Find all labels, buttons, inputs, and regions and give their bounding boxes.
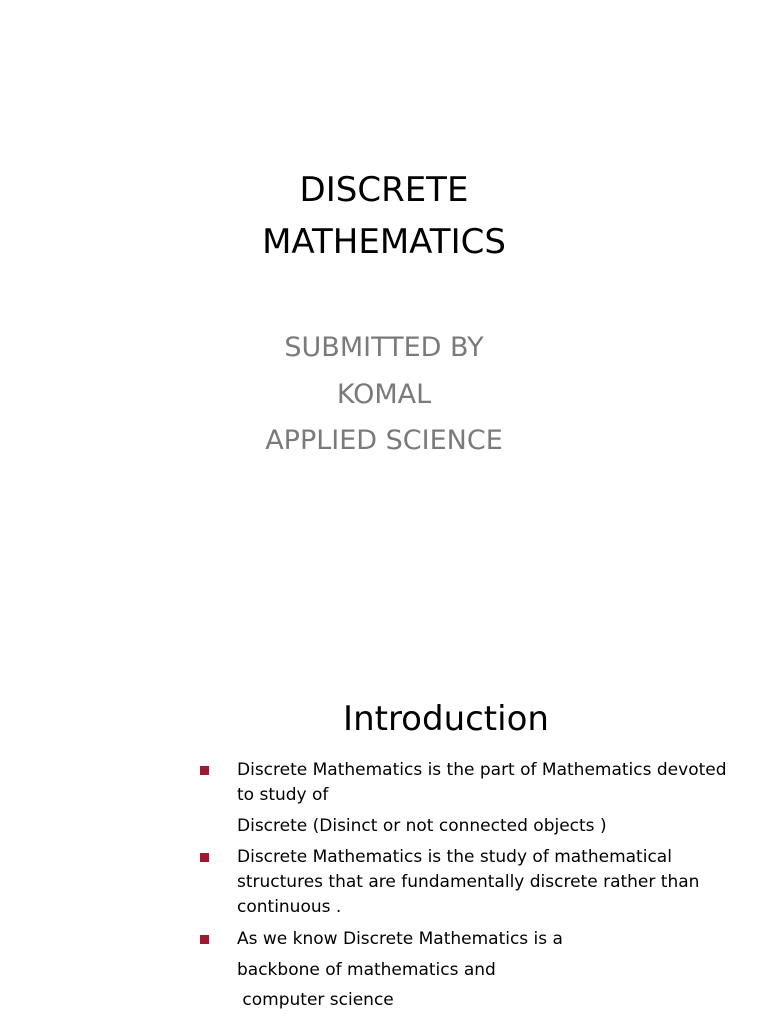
introduction-slide [0, 640, 768, 1024]
square-bullet-icon [200, 853, 209, 862]
title-line-1: DISCRETE [299, 170, 469, 210]
bullet-2-line-2: structures that are fundamentally discrete rather than [237, 872, 700, 892]
square-bullet-icon [200, 766, 209, 775]
title-line-2: MATHEMATICS [262, 222, 506, 262]
bullet-1-line-1: Discrete Mathematics is the part of Mathematics devoted [237, 760, 727, 780]
subtitle-line-department: APPLIED SCIENCE [265, 425, 503, 456]
bullet-3-continuation-2: computer science [237, 990, 394, 1010]
bullet-1-continuation: Discrete (Disinct or not connected objects ) [237, 816, 607, 836]
subtitle-line-author: KOMAL [336, 379, 432, 410]
square-bullet-icon [200, 935, 209, 944]
subtitle-line-submitted-by: SUBMITTED BY [284, 332, 484, 363]
bullet-1-line-2: to study of [237, 785, 329, 805]
bullet-3-continuation-1: backbone of mathematics and [237, 960, 496, 980]
bullet-2-line-3: continuous . [237, 897, 342, 917]
bullet-2-line-1: Discrete Mathematics is the study of mathematical [237, 847, 672, 867]
bullet-3-line-1: As we know Discrete Mathematics is a [237, 929, 563, 949]
introduction-heading: Introduction [343, 699, 549, 739]
